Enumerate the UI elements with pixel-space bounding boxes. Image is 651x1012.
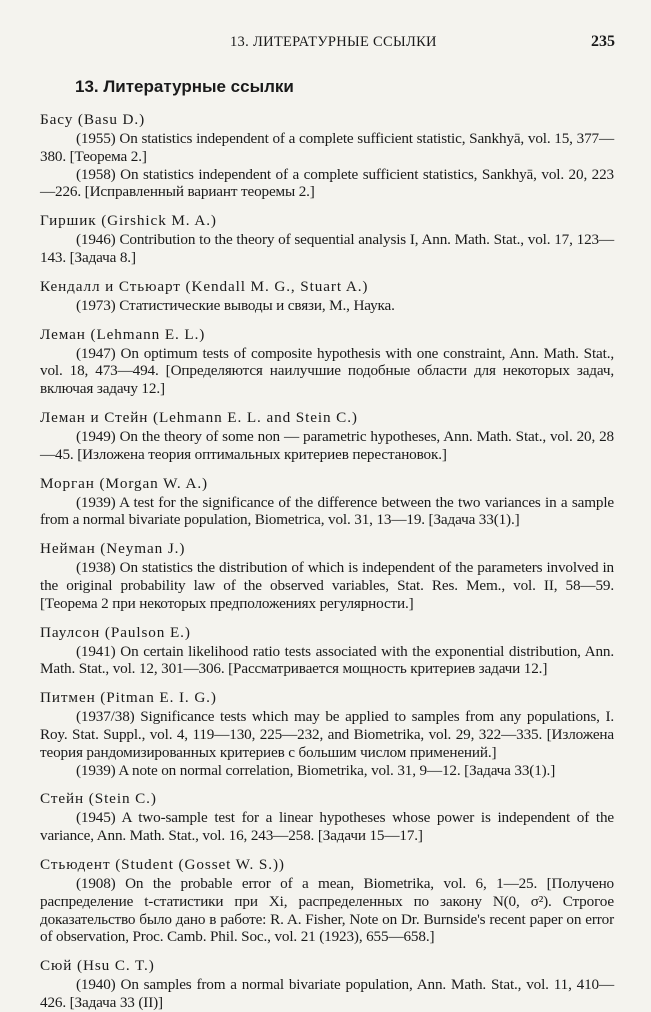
reference-author: Морган (Morgan W. A.) — [40, 474, 209, 492]
reference-author: Сюй (Hsu C. T.) — [40, 957, 155, 975]
reference-list — [40, 110, 614, 1012]
reference-entry: (1946) Contribution to the theory of sequential analysis I, Ann. Math. Stat., vol. 17, 123—143. [Задача 8.] — [40, 231, 614, 266]
reference-entry: (1949) On the theory of some non — parametric hypotheses, Ann. Math. Stat., vol. 20, 28—45. [Изложена теория оптимальных критериев перестановок.] — [40, 427, 614, 463]
reference-author: Леман (Lehmann E. L.) — [40, 325, 206, 343]
reference-entry: (1938) On statistics the distribution of which is independent of the parameters involved in the original probability law of the observed variables, Stat. Res. Mem., vol. II, 58—59. [Теорема 2 при некоторых предположениях регулярности.] — [40, 559, 614, 612]
reference-author: Басу (Basu D.) — [40, 111, 146, 128]
reference-entry: (1955) On statistics independent of a complete sufficient statistic, Sankhyā, vol. 15, 377—380. [Теорема 2.] — [40, 130, 614, 165]
reference-entry: (1940) On samples from a normal bivariate population, Ann. Math. Stat., vol. 11, 410—426. [Задача 33 (II)] — [40, 976, 614, 1011]
reference-entry: (1939) A note on normal correlation, Biometrika, vol. 31, 9—12. [Задача 33(1).] — [76, 761, 556, 779]
reference-author: Леман и Стейн (Lehmann E. L. and Stein C.) — [40, 408, 358, 426]
reference-author: Стьюдент (Student (Gosset W. S.)) — [40, 855, 285, 873]
reference-entry: (1973) Статистические выводы и связи, М., Наука. — [76, 296, 395, 314]
page-number: 235 — [591, 33, 615, 50]
reference-entry: (1941) On certain likelihood ratio tests associated with the exponential distribution, Ann. Math. Stat., vol. 12, 301—306. [Рассматривается мощность критериев задачи 12.] — [40, 642, 614, 678]
reference-author: Кендалл и Стьюарт (Kendall M. G., Stuart A.) — [40, 277, 369, 295]
reference-author: Нейман (Neyman J.) — [40, 540, 186, 558]
reference-author: Паулсон (Paulson E.) — [40, 623, 191, 641]
reference-author: Стейн (Stein C.) — [40, 790, 157, 808]
reference-entry: (1958) On statistics independent of a complete sufficient statistics, Sankhyā, vol. 20, 223—226. [Исправленный вариант теоремы 2.] — [40, 165, 614, 201]
reference-author: Гиршик (Girshick M. A.) — [40, 212, 217, 230]
running-head: 13. ЛИТЕРАТУРНЫЕ ССЫЛКИ — [230, 34, 437, 50]
section-title: 13. Литературные ссылки — [75, 77, 294, 96]
reference-entry: (1939) A test for the significance of the difference between the two variances in a sample from a normal bivariate population, Biometrica, vol. 31, 13—19. [Задача 33(1).] — [40, 493, 614, 529]
reference-entry: (1937/38) Significance tests which may be applied to samples from any populations, I. Roy. Stat. Suppl., vol. 4, 119—130, 225—232, and Biometrika, vol. 29, 322—335. [Изложена теория рандомизированных критериев с большим числом применений.] — [40, 708, 614, 761]
reference-entry: (1947) On optimum tests of composite hypothesis with one constraint, Ann. Math. Stat., vol. 18, 473—494. [Определяются наилучшие подобные области для некоторых задач, включая задачу 12.] — [40, 344, 614, 398]
reference-entry: (1908) On the probable error of a mean, Biometrika, vol. 6, 1—25. [Получено распределение t-статистики при Xi, распределенных по закону N(0, σ²). Строгое доказательство было дано в работе: R. A. Fisher, Note on Dr. Burnside's recent paper on error of observation, Proc. Camb. Phil. Soc., vol. 21 (1923), 655—658.] — [40, 874, 614, 946]
reference-entry: (1945) A two-sample test for a linear hypotheses whose power is independent of the variance, Ann. Math. Stat., vol. 16, 243—258. [Задачи 15—17.] — [40, 809, 614, 845]
reference-author: Питмен (Pitman E. I. G.) — [40, 689, 217, 707]
